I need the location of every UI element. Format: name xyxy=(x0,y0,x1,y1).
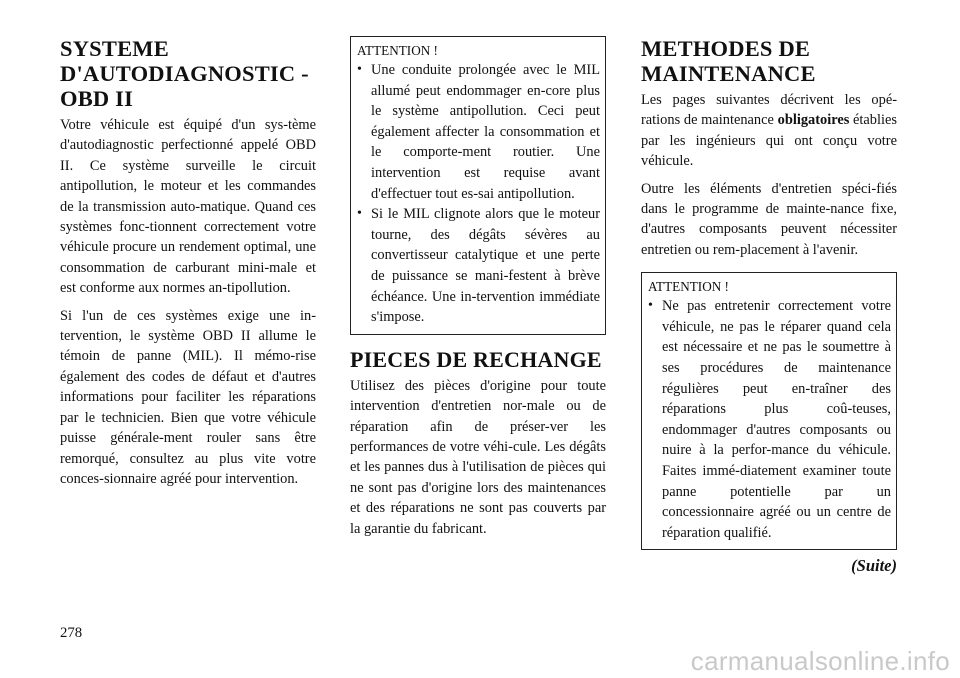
warning-item-text: Ne pas entretenir correctement votre véhicule, ne pas le réparer quand cela est nécessaire et ne pas le soumettre à ses procédures de maintenance régulières peut en-traîner des réparations plus coû-teuses, endommager d'autres composants ou nuire à la perfor-mance du véhicule. Faites immé-diatement examiner toute panne potentielle par un concessionnaire agréé ou un centre de réparation qualifié. xyxy=(662,298,891,541)
column-middle xyxy=(350,36,606,546)
warning-item-text: Une conduite prolongée avec le MIL allumé peut endommager en-core plus le système antipollution. Ceci peut également affecter la consommation et le comporte-ment routier. Une intervention est requise avant d'effectuer tout es-sai antipollution. xyxy=(371,62,600,202)
warning-item-text: Si le MIL clignote alors que le moteur tourne, des dégâts sévères au convertisseur catalytique et une perte de puissance se mani-festent à brève échéance. Une in-tervention immédiate s'impose. xyxy=(371,206,600,326)
pieces-paragraph: Utilisez des pièces d'origine pour toute intervention d'entretien nor-male ou de réparation afin de préser-ver les performances de votre véhi-cule. Les dégâts et les pannes dus à l'utilisation de pièces qui ne sont pas d'origine lors des maintenances et des réparations ne sont pas couverts par la garantie du fabricant. xyxy=(350,377,606,537)
obd-paragraph-1: Votre véhicule est équipé d'un sys-tème d'autodiagnostic perfectionné appelé OBD II. Ce système surveille le circuit antipollution, le moteur et les commandes de la transmission auto-matique. Quand ces systèmes fonc-tionnent correctement votre véhicule procure un rendement optimal, une consommation de carburant mini-male et est conforme aux normes an-tipollution. xyxy=(60,117,316,297)
maintenance-paragraph-2: Outre les éléments d'entretien spéci-fiés dans le programme de mainte-nance fixe, d'autres composants peuvent nécessiter entretien ou rem-placement à l'avenir. xyxy=(641,180,897,258)
warning-title: ATTENTION ! xyxy=(648,279,729,295)
warning-list xyxy=(648,296,891,543)
page-number: 278 xyxy=(60,625,83,641)
warning-item xyxy=(648,296,891,543)
column-left xyxy=(60,36,316,496)
warning-box-mil xyxy=(350,36,606,335)
bullet-icon: • xyxy=(357,206,362,222)
column-right xyxy=(641,36,897,550)
maintenance-text: Les pages suivantes décrivent les opé-rations de maintenance xyxy=(641,92,897,129)
warning-item xyxy=(357,60,600,204)
title-line: METHODES DE xyxy=(641,36,811,61)
continued-label: (Suite) xyxy=(851,556,897,575)
warning-item xyxy=(357,204,600,328)
bullet-icon: • xyxy=(648,298,653,314)
warning-title: ATTENTION ! xyxy=(357,43,438,58)
section-title-pieces: PIECES DE RECHANGE xyxy=(350,346,602,372)
title-line: MAINTENANCE xyxy=(641,61,816,86)
title-line: SYSTEME xyxy=(60,36,169,61)
obd-paragraph-2: Si l'un de ces systèmes exige une in-tervention, le système OBD II allume le témoin de panne (MIL). Il mémo-rise également des codes de défaut et d'autres informations pour faciliter les réparations par le technicien. Bien que votre véhicule puisse générale-ment rouler sans être remorqué, consultez au plus vite votre conces-sionnaire agréé pour intervention. xyxy=(60,307,316,487)
warning-box-maintenance xyxy=(641,272,897,550)
warning-list xyxy=(357,60,600,328)
maintenance-paragraph-1 xyxy=(641,90,897,172)
maintenance-bold-word: obligatoires xyxy=(777,112,850,129)
bullet-icon: • xyxy=(357,62,362,77)
title-line: OBD II xyxy=(60,86,134,111)
section-title-maintenance xyxy=(641,36,897,86)
maintenance-text: établies par les ingénieurs qui ont conçu votre véhicule. xyxy=(641,112,897,170)
watermark-link[interactable]: carmanualsonline.info xyxy=(690,646,950,676)
section-title-obd xyxy=(60,36,316,111)
title-line: D'AUTODIAGNOSTIC - xyxy=(60,61,309,86)
